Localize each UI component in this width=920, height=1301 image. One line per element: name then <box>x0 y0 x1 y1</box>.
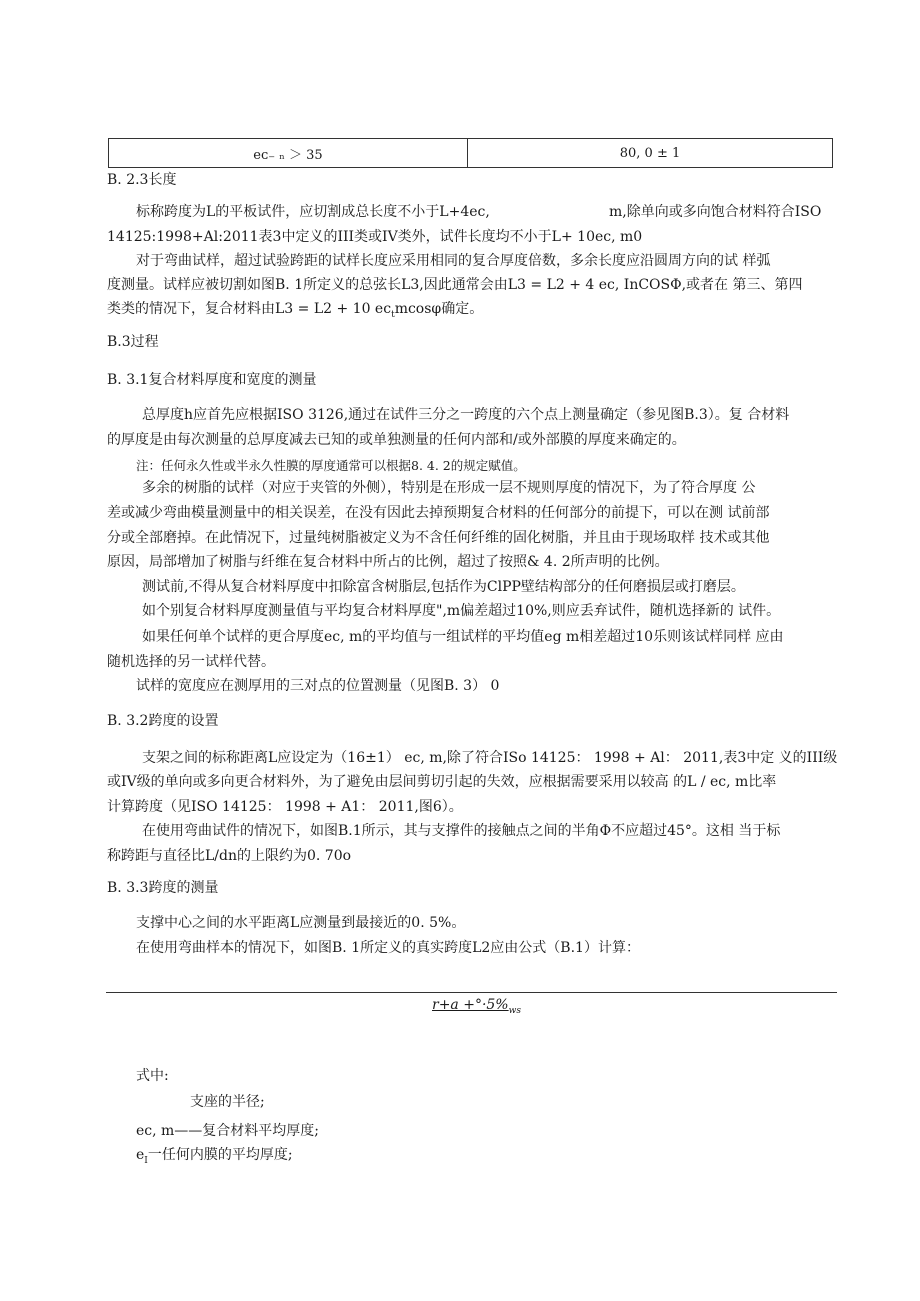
definitions-title: 式中: <box>136 1068 169 1084</box>
paragraph-line: 称跨距与直径比L/dn的上限约为0. 70o <box>107 848 352 864</box>
section-heading-b32: B. 3.2跨度的设置 <box>107 713 219 729</box>
note-line: 注：任何永久性或半永久性膜的厚度通常可以根据8. 4. 2的规定赋值。 <box>136 458 526 473</box>
section-heading-b33: B. 3.3跨度的测量 <box>107 880 219 896</box>
paragraph-line: 在使用弯曲试件的情况下，如图B.1所示，其与支撑件的接触点之间的半角Φ不应超过45°。这相 当于标 <box>142 823 781 839</box>
paragraph-line: 14125:1998+Al:2011表3中定义的III类或IV类外，试件长度均不小于L+ 10ec, m0 <box>107 229 643 245</box>
paragraph-line: 原因，局部增加了树脂与纤维在复合材料中所占的比例，超过了按照& 4. 2所声明的比例。 <box>107 554 669 570</box>
section-heading-b3: B.3过程 <box>107 334 159 350</box>
paragraph-line: 类类的情况下，复合材料由L3 = L2 + 10 $ec_tmcos\varphi$确定。 <box>107 301 484 320</box>
paragraph-line: 的厚度是由每次测量的总厚度减去已知的或单独测量的任何内部和/或外部膜的厚度来确定的。 <box>107 432 686 448</box>
paragraph-line: 或IV级的单向或多向更合材料外，为了避免由层间剪切引起的失效，应根据需要采用以较高 的L / ec, m比率 <box>107 774 777 790</box>
paragraph-line: 差或减少弯曲模量测量中的相关误差，在没有因此去掉预期复合材料的任何部分的前提下，可以在测 试前部 <box>107 505 770 521</box>
table-cell-value: 80, 0 ± 1 <box>468 139 833 168</box>
formula-b1: $r+a +^\circ\cdot 5\%_{ws}$ <box>432 997 521 1016</box>
paragraph-line: 如个别复合材料厚度测量值与平均复合材料厚度",m偏差超过10%,则应丢弃试件，随机选择新的 试件。 <box>142 603 781 619</box>
paragraph-line: 支架之间的标称距离L应设定为（16±1） ec, m,除了符合ISo 14125： 1998 + Al： 2011,表3中定 义的III级 <box>142 750 838 766</box>
section-heading-b23: B. 2.3长度 <box>107 172 177 188</box>
paragraph-line: 分或全部磨掉。在此情况下，过量纯树脂被定义为不含任何纤维的固化树脂，并且由于现场取样 技术或其他 <box>107 530 770 546</box>
section-heading-b31: B. 3.1复合材料厚度和宽度的测量 <box>107 372 317 388</box>
paragraph-line: 随机选择的另一试样代替。 <box>107 654 275 670</box>
paragraph-line: 如果任何单个试样的更合厚度ec, m的平均值与一组试样的平均值eg m相差超过10乐则该试样同样 应由 <box>142 629 784 645</box>
definition-line: ec, m——复合材料平均厚度; <box>136 1123 320 1139</box>
formula-rule <box>106 992 837 993</box>
paragraph-line: m,除单向或多向饱合材料符合ISO <box>609 204 822 220</box>
paragraph-line: 总厚度h应首先应根据ISO 3126,通过在试件三分之一跨度的六个点上测量确定（参见图B.3）。复 合材料 <box>142 407 790 423</box>
paragraph-line: 试样的宽度应在测厚用的三对点的位置测量（见图B. 3） 0 <box>136 678 500 694</box>
paragraph-line: 标称跨度为L的平板试件，应切割成总长度不小于L+4ec, <box>136 204 490 220</box>
paragraph-line: 度测量。试样应被切割如图B. 1所定义的总弦长L3,因此通常会由L3 = L2 + 4 ec, InCOSΦ,或者在 第三、第四 <box>107 277 803 293</box>
paragraph-line: 支撑中心之间的水平距离L应测量到最接近的0. 5%。 <box>136 915 466 931</box>
paragraph-line: 对于弯曲试样，超过试验跨距的试样长度应采用相同的复合厚度倍数，多余长度应沿圆周方向的试 样弧 <box>136 253 771 269</box>
tolerance-table <box>108 138 833 168</box>
definition-line: 支座的半径; <box>190 1094 265 1110</box>
definition-line: $e_I$一任何内膜的平均厚度; <box>136 1147 293 1166</box>
table-cell-condition: eᴄ₋ ₙ ＞ 35 <box>109 139 468 168</box>
paragraph-line: 测试前,不得从复合材料厚度中扣除富含树脂层,包括作为ClPP壁结构部分的任何磨损层或打磨层。 <box>142 579 745 595</box>
paragraph-line: 多余的树脂的试样（对应于夹管的外侧），特别是在形成一层不规则厚度的情况下，为了符合厚度 公 <box>142 480 756 496</box>
paragraph-line: 在使用弯曲样本的情况下，如图B. 1所定义的真实跨度L2应由公式（B.1）计算： <box>136 940 640 956</box>
paragraph-line: 计算跨度（见ISO 14125： 1998 + A1： 2011,图6）。 <box>107 799 463 815</box>
table-row <box>109 139 833 168</box>
